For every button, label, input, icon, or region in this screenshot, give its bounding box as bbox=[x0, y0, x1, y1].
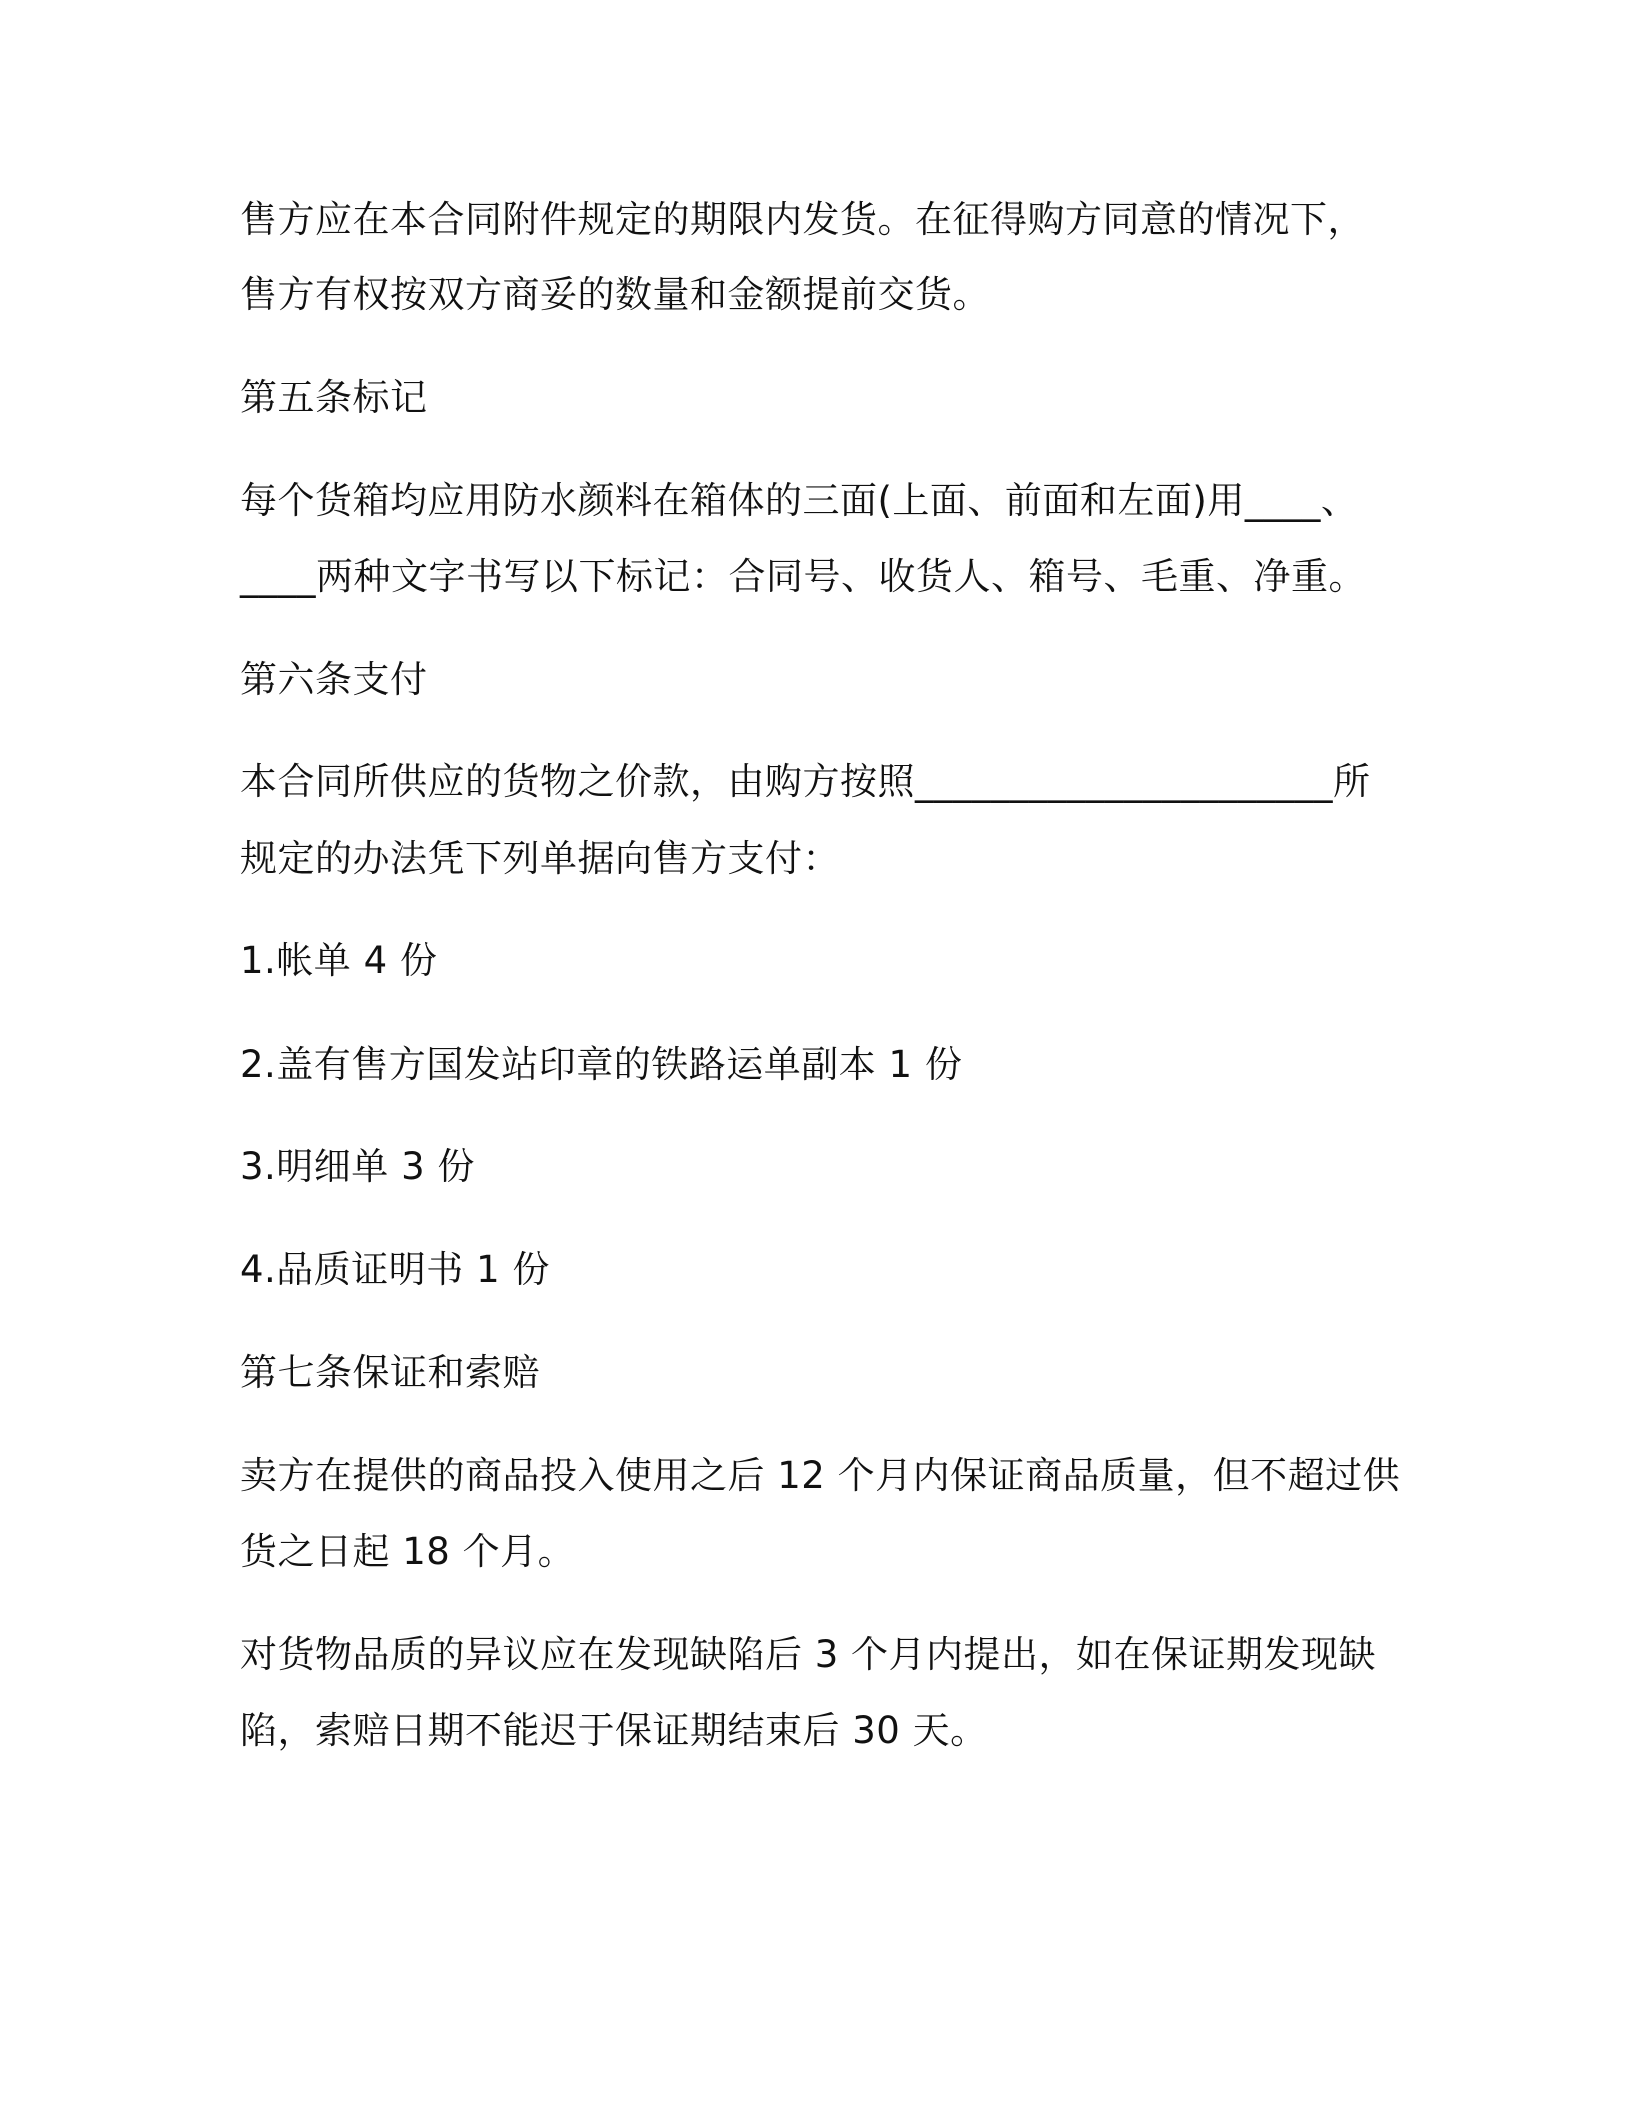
paragraph-delivery-line-1: 售方应在本合同附件规定的期限内发货。在征得购方同意的情况下， bbox=[240, 198, 1365, 241]
paragraph-marking-line-2: ____两种文字书写以下标记：合同号、收货人、箱号、毛重、净重。 bbox=[240, 555, 1366, 598]
paragraph-marking-line-1: 每个货箱均应用防水颜料在箱体的三面(上面、前面和左面)用____、 bbox=[240, 479, 1359, 522]
paragraph-delivery-line-2: 售方有权按双方商妥的数量和金额提前交货。 bbox=[240, 273, 990, 316]
section-heading-5: 第五条标记 bbox=[240, 376, 428, 419]
paragraph-payment-line-1: 本合同所供应的货物之价款，由购方按照______________________所 bbox=[240, 760, 1371, 803]
list-item: 2.盖有售方国发站印章的铁路运单副本 1 份 bbox=[240, 1043, 963, 1086]
list-item: 1.帐单 4 份 bbox=[240, 939, 438, 982]
list-item: 4.品质证明书 1 份 bbox=[240, 1248, 550, 1291]
paragraph-claims-line-2: 陷，索赔日期不能迟于保证期结束后 30 天。 bbox=[240, 1709, 988, 1752]
list-item: 3.明细单 3 份 bbox=[240, 1145, 475, 1188]
section-heading-7: 第七条保证和索赔 bbox=[240, 1351, 540, 1394]
paragraph-warranty-line-1: 卖方在提供的商品投入使用之后 12 个月内保证商品质量，但不超过供 bbox=[240, 1454, 1401, 1497]
paragraph-payment-line-2: 规定的办法凭下列单据向售方支付： bbox=[240, 837, 840, 880]
section-heading-6: 第六条支付 bbox=[240, 658, 428, 701]
paragraph-claims-line-1: 对货物品质的异议应在发现缺陷后 3 个月内提出，如在保证期发现缺 bbox=[240, 1633, 1377, 1676]
paragraph-warranty-line-2: 货之日起 18 个月。 bbox=[240, 1530, 576, 1573]
